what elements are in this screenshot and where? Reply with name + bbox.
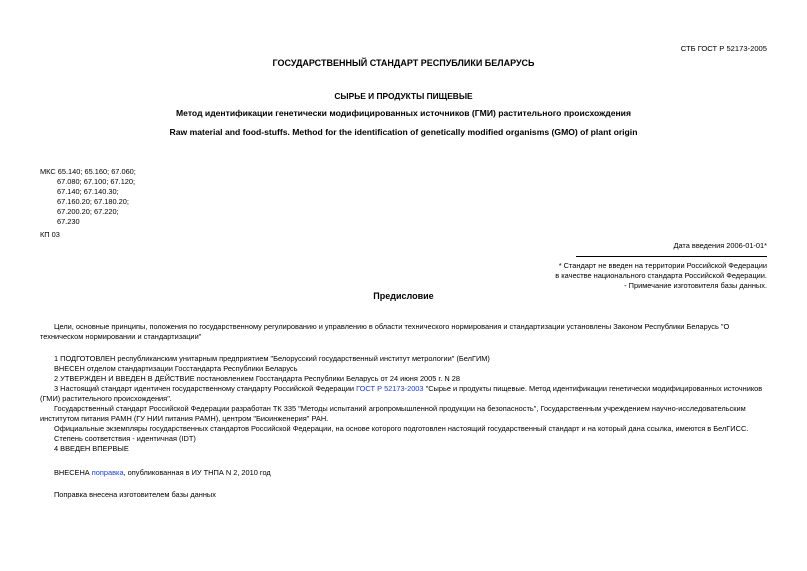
title-russian: Метод идентификации генетически модифицированных источников (ГМИ) растительного происхождения <box>176 108 631 118</box>
state-standard-heading: ГОСУДАРСТВЕННЫЙ СТАНДАРТ РЕСПУБЛИКИ БЕЛАРУСЬ <box>272 58 535 68</box>
preface-heading: Предисловие <box>373 291 434 301</box>
amendment-note-block <box>40 490 773 500</box>
amendment-line: ВНЕСЕНА поправка, опубликованная в ИУ ТНПА N 2, 2010 год <box>54 468 271 477</box>
mks-classification <box>40 167 136 227</box>
mks-line: 67.200.20; 67.220; <box>57 207 119 216</box>
item-official-copies: Официальные экземпляры государственных стандартов Российской Федерации, на основе которого подготовлен настоящий государственный стандарт и на который дана ссылка, имеются в БелГИСС. <box>54 424 749 433</box>
item-submitted: ВНЕСЕН отделом стандартизации Госстандарта Республики Беларусь <box>54 364 298 373</box>
note-line: - Примечание изготовителя базы данных. <box>624 281 767 290</box>
note-line: * Стандарт не введен на территории Российской Федерации <box>558 261 767 270</box>
item-conformity: Степень соответствия - идентичная (IDT) <box>54 434 196 443</box>
mks-line: 67.230 <box>57 217 80 226</box>
category-heading: СЫРЬЕ И ПРОДУКТЫ ПИЩЕВЫЕ <box>334 91 473 101</box>
amendment-note: Поправка внесена изготовителем базы данных <box>54 490 216 499</box>
kp-code: КП 03 <box>40 230 60 239</box>
item-first-introduced: 4 ВВЕДЕН ВПЕРВЫЕ <box>54 444 129 453</box>
item-identical: 3 Настоящий стандарт идентичен государственному стандарту Российской Федерации ГОСТ Р 52173-2003 "Сырье и продукты пищевые. Метод идентификации генетически модифицированных источников (ГМИ) растительного происхождения". <box>40 384 763 403</box>
note-line: в качестве национального стандарта Российской Федерации. <box>555 271 767 280</box>
document-code: СТБ ГОСТ Р 52173-2005 <box>680 44 767 53</box>
mks-line: 67.160.20; 67.180.20; <box>57 197 129 206</box>
preface-items <box>40 354 773 454</box>
introduction-date: Дата введения 2006-01-01* <box>673 241 767 250</box>
mks-line: 67.080; 67.100; 67.120; <box>57 177 136 186</box>
footnote-divider <box>576 256 767 257</box>
amendment-link[interactable]: поправка <box>91 468 124 477</box>
gost-reference-link[interactable]: ГОСТ Р 52173-2003 <box>356 384 424 393</box>
title-english: Raw material and food-stuffs. Method for the identification of genetically modified organisms (GMO) of plant origin <box>169 127 638 137</box>
mks-line: 67.140; 67.140.30; <box>57 187 119 196</box>
mks-line: МКС 65.140; 65.160; 67.060; <box>40 167 136 176</box>
item-developed: Государственный стандарт Российской Федерации разработан ТК 335 "Методы испытаний агропромышленной продукции на безопасность", Государственным учреждением научно-исследовательским институтом питания РАМН (ГУ НИИ питания РАМН), центром "Биоинженерия" РАН. <box>40 404 746 423</box>
preface-paragraph-goals: Цели, основные принципы, положения по государственному регулированию и управлению в области технического нормирования и стандартизации установлены Законом Республики Беларусь "О техническом нормировании и стандартизации" <box>40 322 730 341</box>
amendment-block <box>40 468 773 478</box>
item-approved: 2 УТВЕРЖДЕН И ВВЕДЕН В ДЕЙСТВИЕ постановлением Госстандарта Республики Беларусь от 24 июня 2005 г. N 28 <box>54 374 460 383</box>
item-prepared: 1 ПОДГОТОВЛЕН республиканским унитарным предприятием "Белорусский государственный институт метрологии" (БелГИМ) <box>54 354 490 363</box>
preface-body <box>40 322 773 342</box>
database-note <box>555 261 767 291</box>
